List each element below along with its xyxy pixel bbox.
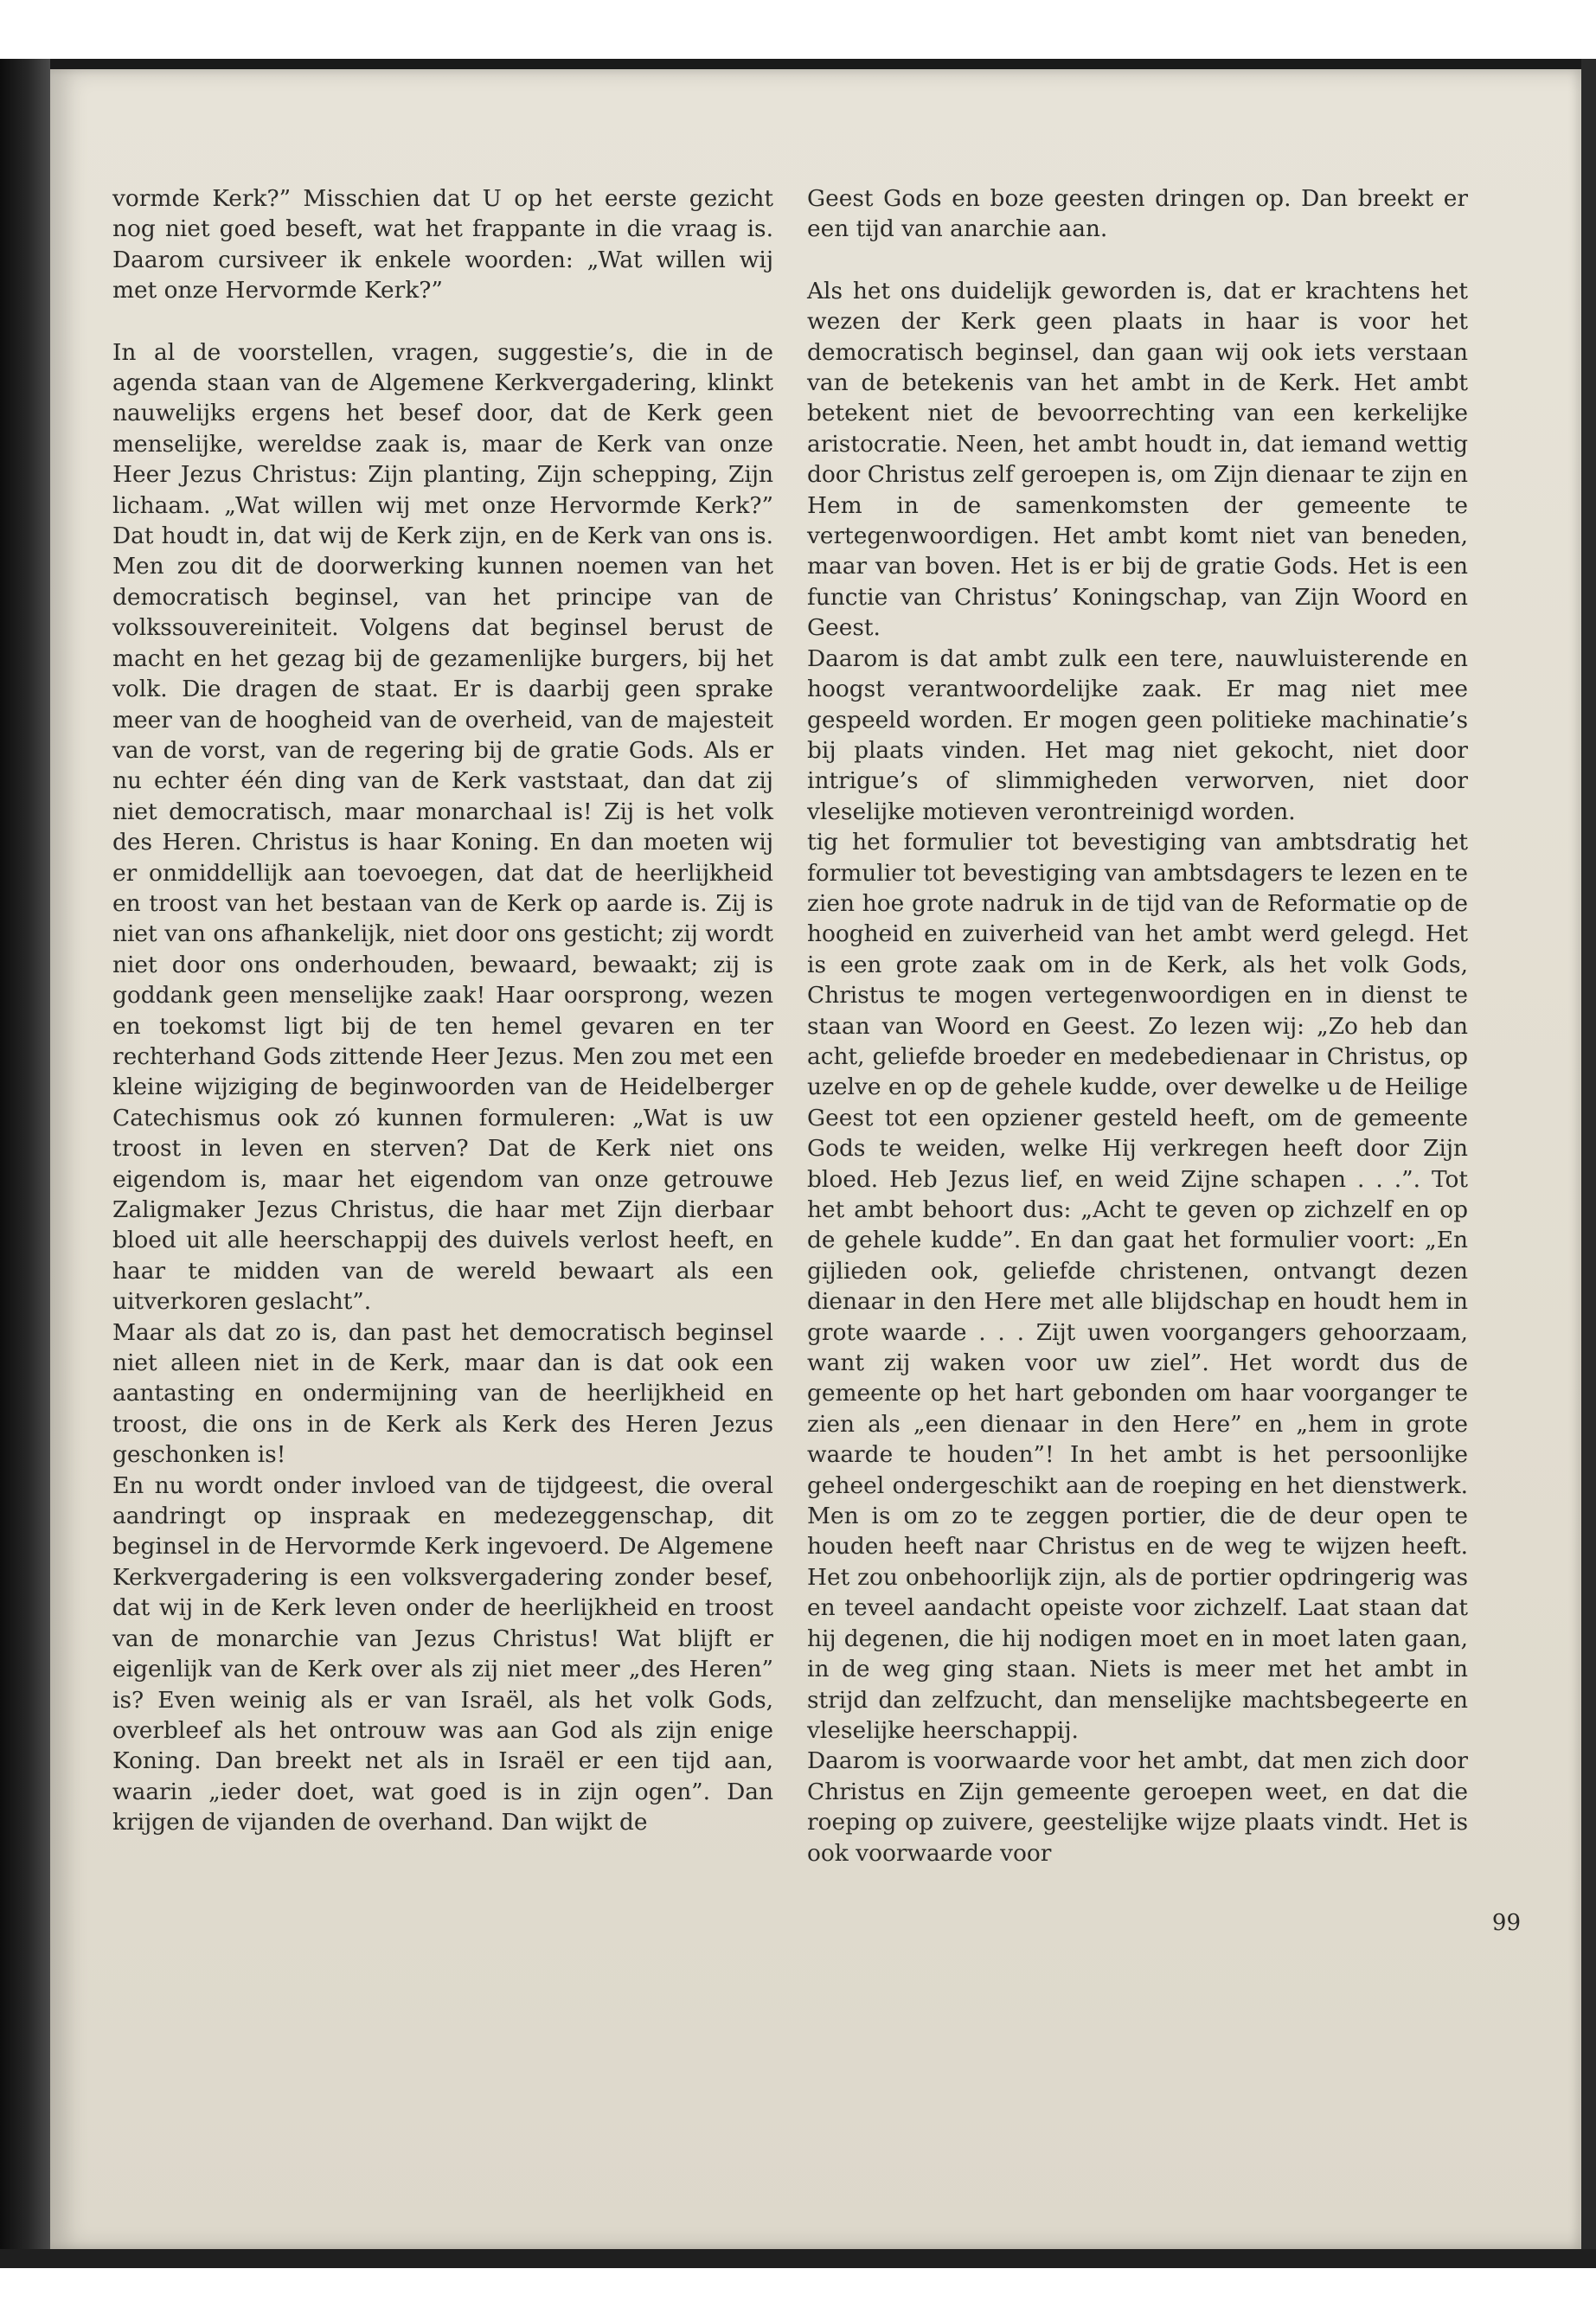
book-edge-top	[0, 59, 1596, 69]
right-text-column	[807, 183, 1468, 1868]
book-spine-edge	[0, 59, 50, 2265]
right-paragraph-4: tig het formulier tot bevestiging van ambtsdratig het formulier tot bevestiging van ambtsdagers te lezen en te zien hoe grote nadruk in de tijd van de Reformatie op de hoogheid en zuiverheid van het ambt werd gelegd. Het is een grote zaak om in de Kerk, als het volk Gods, Christus te mogen vertegenwoordigen en in dienst te staan van Woord en Geest. Zo lezen wij: „Zo heb dan acht, geliefde broeder en medebedienaar in Christus, op uzelve en op de gehele kudde, over dewelke u de Heilige Geest tot een opziener gesteld heeft, om de gemeente Gods te weiden, welke Hij verkregen heeft door Zijn bloed. Heb Jezus lief, en weid Zijne schapen . . .”. Tot het ambt behoort dus: „Acht te geven op zichzelf en op de gehele kudde”. En dan gaat het formulier voort: „En gijlieden ook, geliefde christenen, ontvangt dezen dienaar in den Here met alle blijdschap en houdt hem in grote waarde . . . Zijt uwen voorgangers gehoorzaam, want zij waken voor uw ziel”. Het wordt dus de gemeente op het hart gebonden om haar voorganger te zien als „een dienaar in den Here” en „hem in grote waarde te houden”! In het ambt is het persoonlijke geheel ondergeschikt aan de roeping en het dienstwerk. Men is om zo te zeggen portier, die de deur open te houden heeft naar Christus en de weg te wijzen heeft. Het zou onbehoorlijk zijn, als de portier opdringerig was en teveel aandacht opeiste voor zichzelf. Laat staan dat hij degenen, die hij nodigen moet en in moet laten gaan, in de weg ging staan. Niets is meer met het ambt in strijd dan zelfzucht, dan menselijke machtsbegeerte en vleselijke heerschappij.	[807, 829, 1468, 1744]
left-text-column	[112, 183, 773, 1838]
book-edge-bottom	[0, 2249, 1596, 2268]
right-paragraph-2: Als het ons duidelijk geworden is, dat er krachtens het wezen der Kerk geen plaats in haar is voor het democratisch beginsel, dan gaan wij ook iets verstaan van de betekenis van het ambt in de Kerk. Het ambt betekent niet de bevoorrechting van een kerkelijke aristocratie. Neen, het ambt houdt in, dat iemand wettig door Christus zelf geroepen is, om Zijn dienaar te zijn en Hem in de samenkomsten der gemeente te vertegenwoordigen. Het ambt komt niet van beneden, maar van boven. Het is er bij de gratie Gods. Het is een functie van Christus’ Koningschap, van Zijn Woord en Geest.	[807, 277, 1468, 642]
right-paragraph-5: Daarom is voorwaarde voor het ambt, dat men zich door Christus en Zijn gemeente geroepen weet, en dat die roeping op zuivere, geestelijke wijze plaats vindt. Het is ook voorwaarde voor	[807, 1747, 1468, 1867]
book-page	[50, 69, 1581, 2249]
page-number: 99	[1491, 1910, 1521, 1936]
left-paragraph-4: En nu wordt onder invloed van de tijdgeest, die overal aandringt op inspraak en medezeggenschap, dit beginsel in de Hervormde Kerk ingevoerd. De Algemene Kerkvergadering is een volksvergadering zonder besef, dat wij in de Kerk leven onder de heerlijkheid en troost van de monarchie van Jezus Christus! Wat blijft er eigenlijk van de Kerk over als zij niet meer „des Heren” is? Even weinig als er van Israël, als het volk Gods, overbleef als het ontrouw was aan God als zijn enige Koning. Dan breekt net als in Israël er een tijd aan, waarin „ieder doet, wat goed is in zijn ogen”. Dan krijgen de vijanden de overhand. Dan wijkt de	[112, 1471, 773, 1836]
book-edge-right	[1581, 59, 1596, 2265]
left-paragraph-1: vormde Kerk?” Misschien dat U op het eerste gezicht nog niet goed beseft, wat het frappante in die vraag is. Daarom cursiveer ik enkele woorden: „Wat willen wij met onze Hervormde Kerk?”	[112, 185, 773, 304]
left-paragraph-2: In al de voorstellen, vragen, suggestie’s, die in de agenda staan van de Algemene Kerkvergadering, klinkt nauwelijks ergens het besef door, dat de Kerk geen menselijke, wereldse zaak is, maar de Kerk van onze Heer Jezus Christus: Zijn planting, Zijn schepping, Zijn lichaam. „Wat willen wij met onze Hervormde Kerk?” Dat houdt in, dat wij de Kerk zijn, en de Kerk van ons is. Men zou dit de doorwerking kunnen noemen van het democratisch beginsel, van het principe van de volkssouvereiniteit. Volgens dat beginsel berust de macht en het gezag bij de gezamenlijke burgers, bij het volk. Die dragen de staat. Er is daarbij geen sprake meer van de hoogheid van de overheid, van de majesteit van de vorst, van de regering bij de gratie Gods. Als er nu echter één ding van de Kerk vaststaat, dan dat zij niet democratisch, maar monarchaal is! Zij is het volk des Heren. Christus is haar Koning. En dan moeten wij er onmiddellijk aan toevoegen, dat dat de heerlijkheid en troost van het bestaan van de Kerk op aarde is. Zij is niet van ons afhankelijk, niet door ons gesticht; zij wordt niet door ons onderhouden, bewaard, bewaakt; zij is goddank geen menselijke zaak! Haar oorsprong, wezen en toekomst ligt bij de ten hemel gevaren en ter rechterhand Gods zittende Heer Jezus. Men zou met een kleine wijziging de beginwoorden van de Heidelberger Catechismus ook zó kunnen formuleren: „Wat is uw troost in leven en sterven? Dat de Kerk niet ons eigendom is, maar het eigendom van onze getrouwe Zaligmaker Jezus Christus, die haar met Zijn dierbaar bloed uit alle heerschappij des duivels verlost heeft, en haar te midden van de wereld bewaart als een uitverkoren geslacht”.	[112, 338, 773, 1316]
left-paragraph-3: Maar als dat zo is, dan past het democratisch beginsel niet alleen niet in de Kerk, maar dan is dat ook een aantasting en ondermijning van de heerlijkheid en troost, die ons in de Kerk als Kerk des Heren Jezus geschonken is!	[112, 1318, 773, 1469]
right-paragraph-1: Geest Gods en boze geesten dringen op. Dan breekt er een tijd van anarchie aan.	[807, 185, 1468, 243]
right-paragraph-3: Daarom is dat ambt zulk een tere, nauwluisterende en hoogst verantwoordelijke zaak. Er mag niet mee gespeeld worden. Er mogen geen politieke machinatie’s bij plaats vinden. Het mag niet gekocht, niet door intrigue’s of slimmigheden verworven, niet door vleselijke motieven verontreinigd worden.	[807, 644, 1468, 825]
